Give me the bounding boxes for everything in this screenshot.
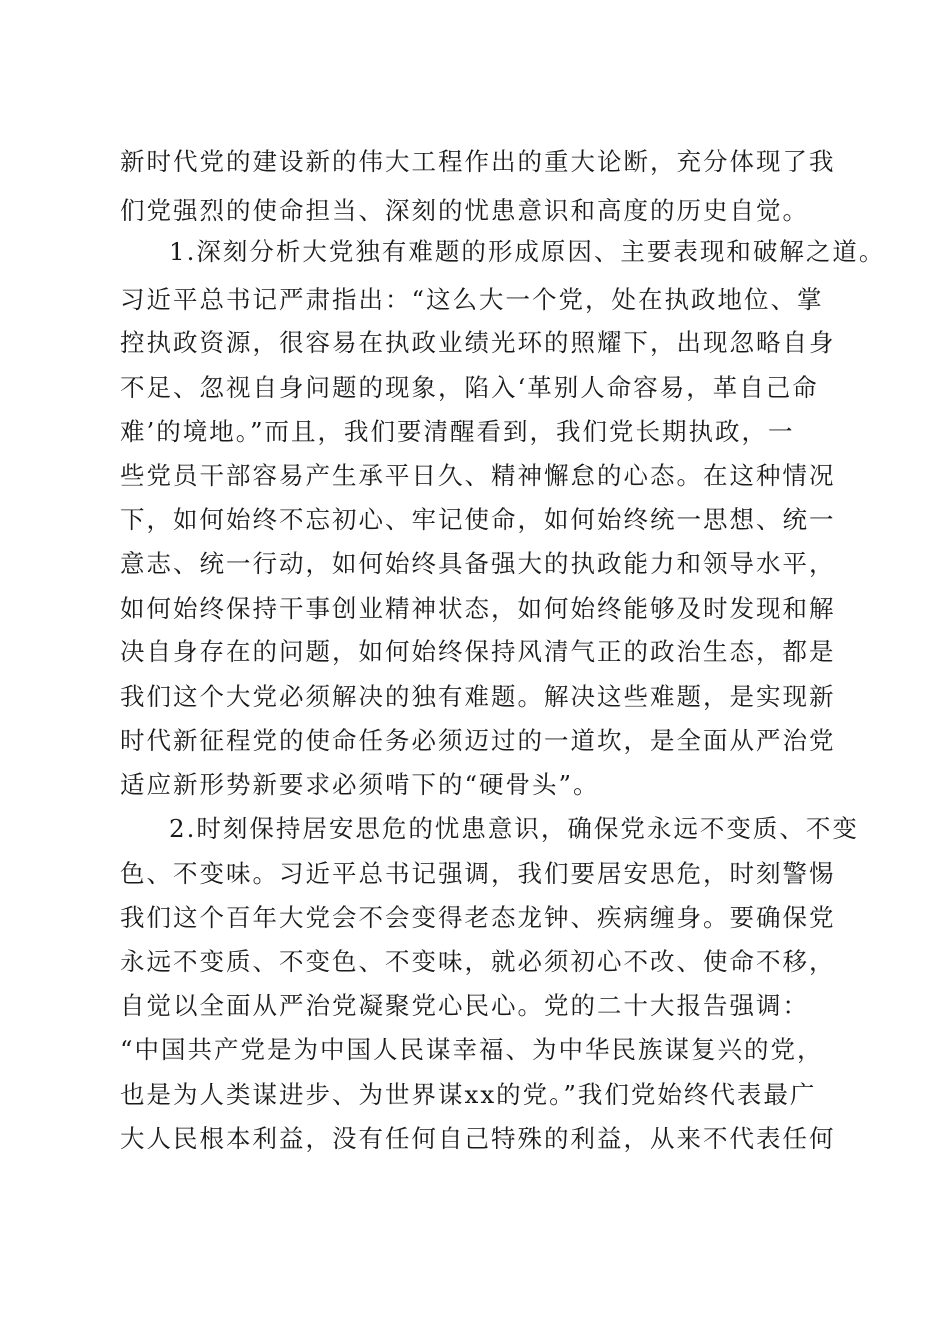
- text-line: 些党员干部容易产生承平日久、精神懈怠的心态。在这种情况: [120, 461, 836, 490]
- text-line: 新时代党的建设新的伟大工程作出的重大论断，充分体现了我: [120, 147, 836, 176]
- text-line: 不足、忽视自身问题的现象，陷入‘革别人命容易，革自己命: [120, 373, 819, 402]
- text-line: 习近平总书记严肃指出：“这么大一个党，处在执政地位、掌: [120, 285, 824, 314]
- text-line: 大人民根本利益，没有任何自己特殊的利益，从来不代表任何: [120, 1124, 836, 1153]
- text-line: 我们这个百年大党会不会变得老态龙钟、疾病缠身。要确保党: [120, 903, 836, 932]
- paragraph-2-heading-line: 2.时刻保持居安思危的忧患意识，确保党永远不变质、不变: [169, 814, 859, 843]
- text-line: 难’的境地。”而且，我们要清醒看到，我们党长期执政，一: [120, 417, 795, 446]
- text-line: 色、不变味。习近平总书记强调，我们要居安思危，时刻警惕: [120, 859, 836, 888]
- text-line: 下，如何始终不忘初心、牢记使命，如何始终统一思想、统一: [120, 505, 836, 534]
- text-line: 适应新形势新要求必须啃下的“硬骨头”。: [120, 770, 600, 799]
- text-line: 自觉以全面从严治党凝聚党心民心。党的二十大报告强调：: [120, 991, 809, 1020]
- paragraph-1-heading-line: 1.深刻分析大党独有难题的形成原因、主要表现和破解之道。: [169, 237, 886, 266]
- text-line: 控执政资源，很容易在执政业绩光环的照耀下，出现忽略自身: [120, 328, 836, 357]
- text-line: 时代新征程党的使命任务必须迈过的一道坎，是全面从严治党: [120, 726, 836, 755]
- text-line: 也是为人类谋进步、为世界谋xx的党。”我们党始终代表最广: [120, 1080, 817, 1109]
- text-line: 决自身存在的问题，如何始终保持风清气正的政治生态，都是: [120, 637, 836, 666]
- text-line: 如何始终保持干事创业精神状态，如何始终能够及时发现和解: [120, 594, 836, 623]
- text-line: 我们这个大党必须解决的独有难题。解决这些难题，是实现新: [120, 682, 836, 711]
- text-line: 意志、统一行动，如何始终具备强大的执政能力和领导水平，: [120, 549, 836, 578]
- text-line: “中国共产党是为中国人民谋幸福、为中华民族谋复兴的党，: [120, 1035, 824, 1064]
- text-line: 永远不变质、不变色、不变味，就必须初心不改、使命不移，: [120, 947, 836, 976]
- text-line: 们党强烈的使命担当、深刻的忧患意识和高度的历史自觉。: [120, 196, 809, 225]
